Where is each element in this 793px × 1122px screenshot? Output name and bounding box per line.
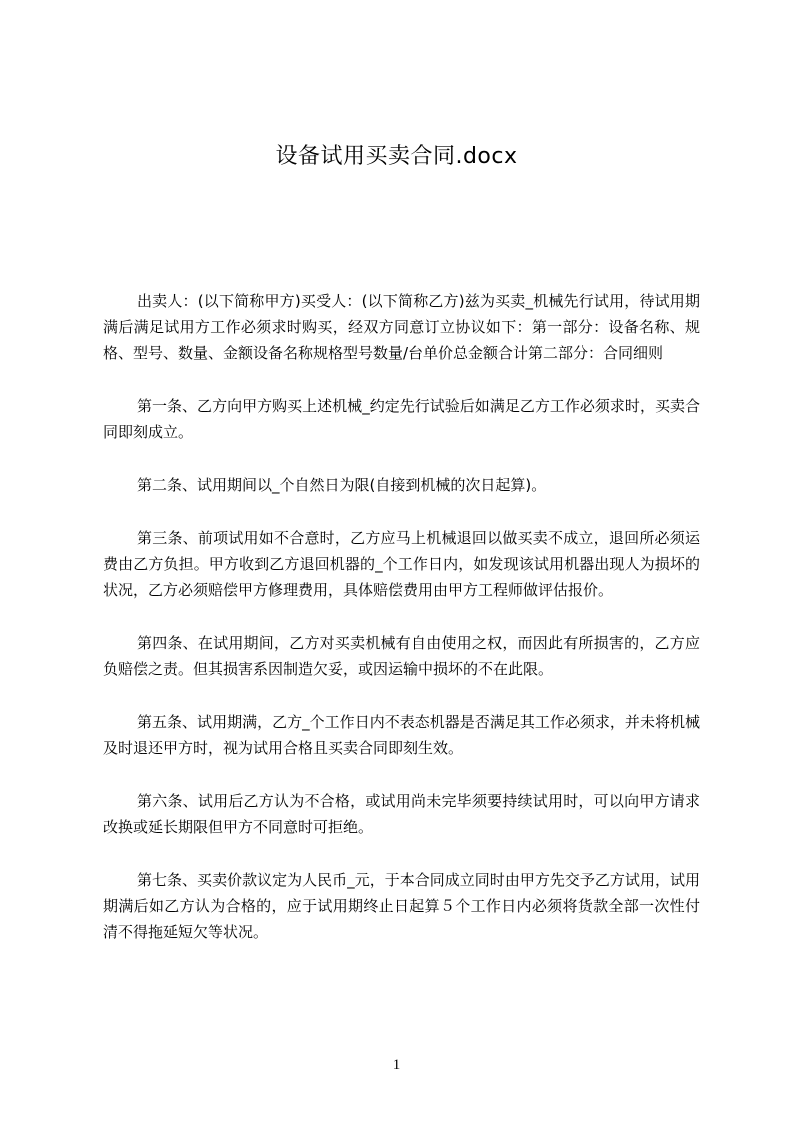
paragraph-preamble: 出卖人：(以下简称甲方)买受人：(以下简称乙方)兹为买卖_机械先行试用，待试用期满后满足试用方工作必须求时购买，经双方同意订立协议如下：第一部分：设备名称、规格、型号、数量、金额设备名称规格型号数量/台单价总金额合计第二部分：合同细则 (103, 292, 700, 362)
paragraph-article-4: 第四条、在试用期间，乙方对买卖机械有自由使用之权，而因此有所损害的，乙方应负赔偿之责。但其损害系因制造欠妥，或因运输中损坏的不在此限。 (103, 634, 700, 678)
paragraph-article-3: 第三条、前项试用如不合意时，乙方应马上机械退回以做买卖不成立，退回所必须运费由乙方负担。甲方收到乙方退回机器的_个工作日内，如发现该试用机器出现人为损坏的状况，乙方必须赔偿甲方修理费用，具体赔偿费用由甲方工程师做评估报价。 (103, 529, 700, 599)
paragraph-article-5: 第五条、试用期满，乙方_个工作日内不表态机器是否满足其工作必须求，并未将机械及时退还甲方时，视为试用合格且买卖合同即刻生效。 (103, 713, 700, 757)
document-body (103, 288, 700, 972)
paragraph-article-2: 第二条、试用期间以_个自然日为限(自接到机械的次日起算)。 (137, 476, 547, 494)
paragraph-article-1: 第一条、乙方向甲方购买上述机械_约定先行试验后如满足乙方工作必须求时，买卖合同即刻成立。 (103, 397, 700, 441)
document-title: 设备试用买卖合同.docx (275, 144, 518, 169)
paragraph-article-6: 第六条、试用后乙方认为不合格，或试用尚未完毕须要持续试用时，可以向甲方请求改换或延长期限但甲方不同意时可拒绝。 (103, 792, 700, 836)
page-number: 1 (392, 1057, 401, 1073)
paragraph-article-7: 第七条、买卖价款议定为人民币_元，于本合同成立同时由甲方先交予乙方试用，试用期满后如乙方认为合格的，应于试用期终止日起算５个工作日内必须将货款全部一次性付清不得拖延短欠等状况。 (103, 871, 700, 941)
